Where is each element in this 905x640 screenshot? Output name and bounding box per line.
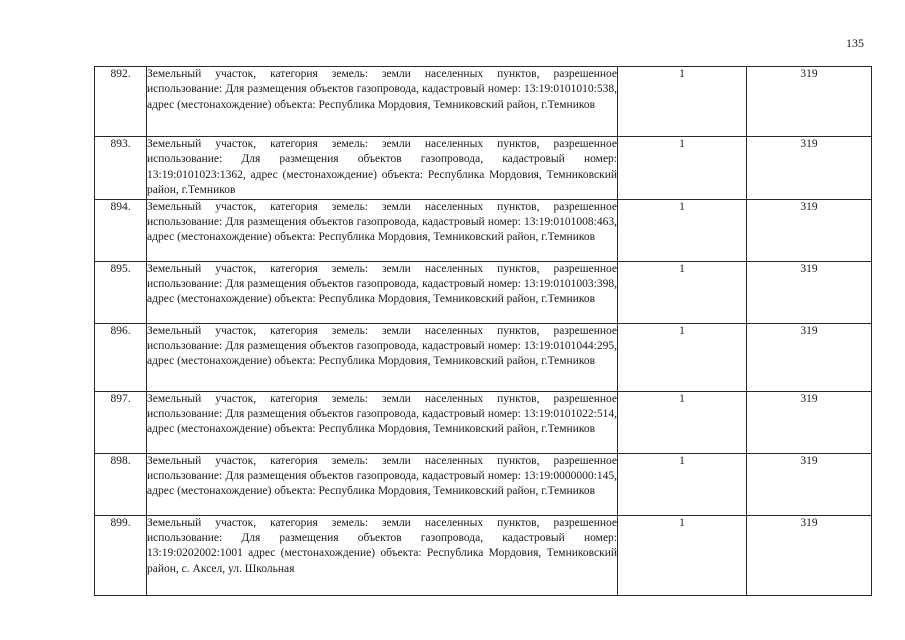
row-quantity: 1 [618,67,747,137]
row-number: 892. [95,67,147,137]
row-description: Земельный участок, категория земель: земли населенных пунктов, разрешенное использование: Для размещения объектов газопровода, кадастровый номер: 13:19:0101044:295, адрес (местонахождение) объекта: Республика Мордовия, Темниковский район, г.Темников [147,323,618,391]
row-number: 897. [95,391,147,453]
row-number: 899. [95,515,147,595]
table-row [95,453,872,515]
row-quantity: 1 [618,391,747,453]
table-row [95,515,872,595]
row-number: 895. [95,261,147,323]
row-value: 319 [747,391,872,453]
row-description: Земельный участок, категория земель: земли населенных пунктов, разрешенное использование: Для размещения объектов газопровода, кадастровый номер: 13:19:0000000:145, адрес (местонахождение) объекта: Республика Мордовия, Темниковский район, г.Темников [147,453,618,515]
row-quantity: 1 [618,199,747,261]
row-quantity: 1 [618,515,747,595]
property-table [94,66,872,596]
row-quantity: 1 [618,137,747,200]
row-number: 896. [95,323,147,391]
row-value: 319 [747,67,872,137]
row-description: Земельный участок, категория земель: земли населенных пунктов, разрешенное использование: Для размещения объектов газопровода, кадастровый номер: 13:19:0101003:398, адрес (местонахождение) объекта: Республика Мордовия, Темниковский район, г.Темников [147,261,618,323]
row-description: Земельный участок, категория земель: земли населенных пунктов, разрешенное использование: Для размещения объектов газопровода, кадастровый номер: 13:19:0101010:538, адрес (местонахождение) объекта: Республика Мордовия, Темниковский район, г.Темников [147,67,618,137]
row-number: 898. [95,453,147,515]
row-value: 319 [747,453,872,515]
table-row [95,261,872,323]
row-quantity: 1 [618,453,747,515]
row-value: 319 [747,137,872,200]
row-value: 319 [747,199,872,261]
row-number: 893. [95,137,147,200]
row-value: 319 [747,261,872,323]
table-row [95,323,872,391]
page-number: 135 [846,36,864,50]
row-quantity: 1 [618,261,747,323]
table-row [95,137,872,200]
table-row [95,199,872,261]
row-value: 319 [747,323,872,391]
row-description: Земельный участок, категория земель: земли населенных пунктов, разрешенное использование: Для размещения объектов газопровода, кадастровый номер: 13:19:0101008:463, адрес (местонахождение) объекта: Республика Мордовия, Темниковский район, г.Темников [147,199,618,261]
row-value: 319 [747,515,872,595]
row-description: Земельный участок, категория земель: земли населенных пунктов, разрешенное использование: Для размещения объектов газопровода, кадастровый номер: 13:19:0101023:1362, адрес (местонахождение) объекта: Республика Мордовия, Темниковский район, г.Темников [147,137,618,200]
table-row [95,67,872,137]
row-description: Земельный участок, категория земель: земли населенных пунктов, разрешенное использование: Для размещения объектов газопровода, кадастровый номер: 13:19:0101022:514, адрес (местонахождение) объекта: Республика Мордовия, Темниковский район, г.Темников [147,391,618,453]
row-quantity: 1 [618,323,747,391]
row-description: Земельный участок, категория земель: земли населенных пунктов, разрешенное использование: Для размещения объектов газопровода, кадастровый номер: 13:19:0202002:1001 адрес (местонахождение) объекта: Республика Мордовия, Темниковский район, с. Аксел, ул. Школьная [147,515,618,595]
row-number: 894. [95,199,147,261]
table-row [95,391,872,453]
